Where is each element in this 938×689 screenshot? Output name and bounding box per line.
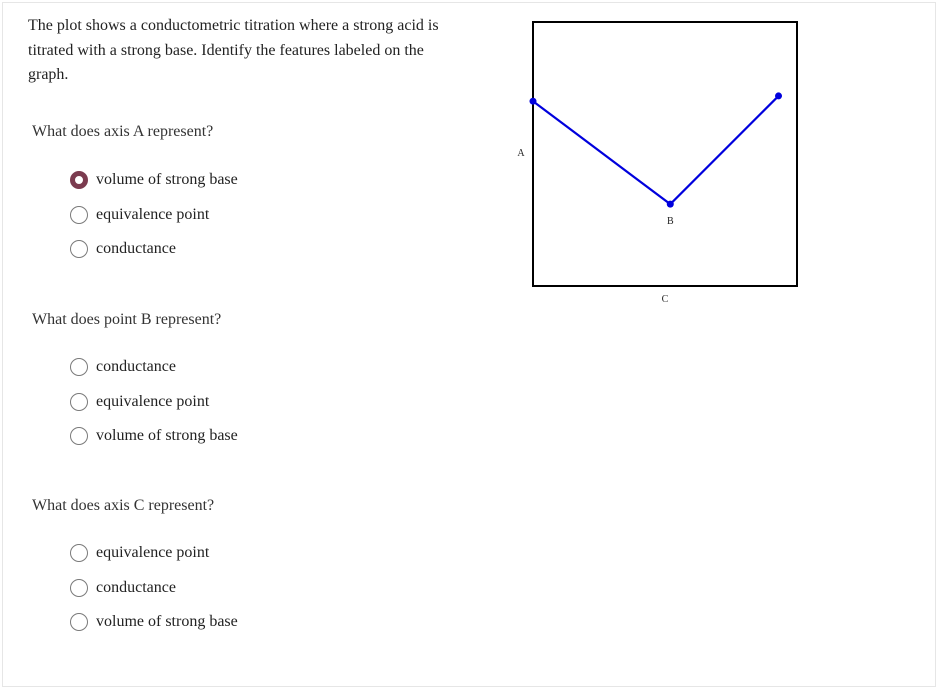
- question-intro: The plot shows a conductometric titration where a strong acid is titrated with a strong base. Identify the features labeled on the graph.: [28, 17, 439, 83]
- options-group: [70, 536, 238, 640]
- radio-button[interactable]: [70, 393, 88, 411]
- data-point: [530, 98, 537, 105]
- axis-c-label: C: [661, 294, 669, 305]
- option-item[interactable]: [70, 198, 238, 233]
- option-label: conductance: [96, 578, 176, 596]
- option-label: equivalence point: [96, 392, 210, 410]
- series-line: [533, 96, 779, 204]
- radio-button[interactable]: [70, 427, 88, 445]
- option-item[interactable]: [70, 605, 238, 640]
- radio-button[interactable]: [70, 544, 88, 562]
- plot-frame: [533, 22, 797, 286]
- options-group: [70, 350, 238, 454]
- data-point: [775, 92, 782, 99]
- question-axis-a: [32, 123, 432, 258]
- option-label: conductance: [96, 358, 176, 376]
- question-prompt: What does axis A represent?: [32, 123, 214, 140]
- data-point: [667, 201, 674, 208]
- question-axis-c: [32, 497, 432, 631]
- question-prompt: What does axis C represent?: [32, 497, 215, 514]
- option-item[interactable]: [70, 232, 238, 267]
- radio-button[interactable]: [70, 171, 88, 189]
- options-group: [70, 163, 238, 267]
- question-point-b: [32, 311, 432, 445]
- option-label: equivalence point: [96, 544, 210, 562]
- option-label: volume of strong base: [96, 427, 238, 445]
- titration-graph: [505, 10, 805, 310]
- option-item[interactable]: [70, 385, 238, 420]
- option-item[interactable]: [70, 419, 238, 454]
- radio-button[interactable]: [70, 613, 88, 631]
- question-prompt: What does point B represent?: [32, 311, 222, 328]
- option-label: conductance: [96, 240, 176, 258]
- radio-button[interactable]: [70, 240, 88, 258]
- option-item[interactable]: [70, 350, 238, 385]
- point-b-label: B: [666, 216, 674, 228]
- radio-button[interactable]: [70, 358, 88, 376]
- option-item[interactable]: [70, 571, 238, 606]
- radio-button[interactable]: [70, 206, 88, 224]
- radio-button[interactable]: [70, 579, 88, 597]
- axis-a-label: A: [517, 148, 525, 159]
- option-item[interactable]: [70, 163, 238, 198]
- option-item[interactable]: [70, 536, 238, 571]
- option-label: volume of strong base: [96, 613, 238, 631]
- option-label: equivalence point: [96, 205, 210, 223]
- option-label: volume of strong base: [96, 171, 238, 189]
